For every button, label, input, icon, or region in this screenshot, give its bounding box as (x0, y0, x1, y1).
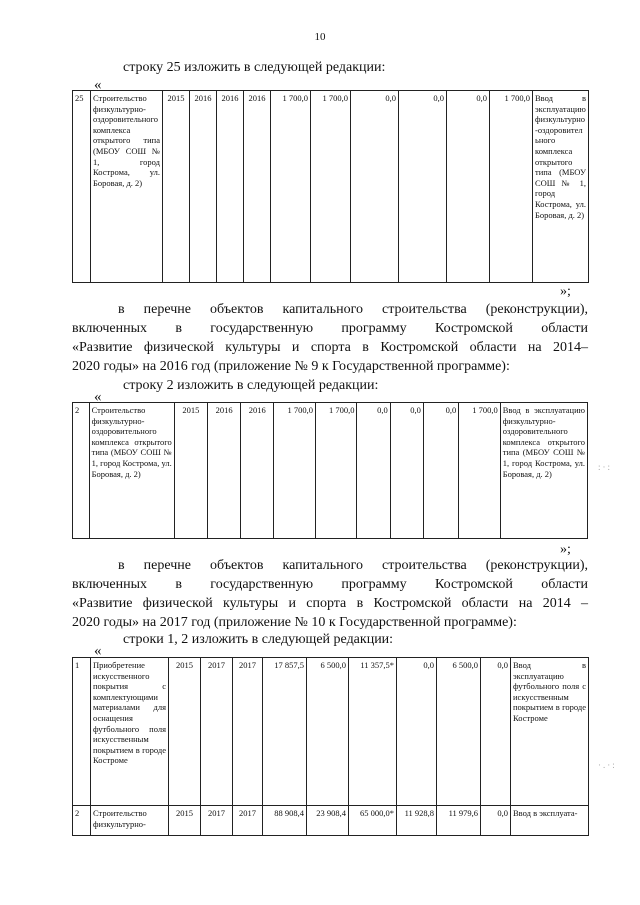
para2-line-2: включенных в государственную программу Костромской области (72, 321, 588, 336)
value-cell: 0,0 (351, 91, 399, 283)
paragraph-rows12-intro: строки 1, 2 изложить в следующей редакции: (123, 632, 394, 647)
table-row-2-2016 (72, 402, 588, 539)
quote-open-1: « (94, 77, 102, 93)
para2-line-3: «Развитие физической культуры и спорта в Костромской области на 2014– (72, 340, 588, 355)
value-cell: 1 700,0 (315, 403, 357, 539)
value-cell: 1 700,0 (274, 403, 316, 539)
paragraph-2016-list (72, 300, 588, 376)
quote-close-1: »; (560, 284, 571, 299)
quote-open-3: « (94, 643, 102, 659)
value-cell: 0,0 (399, 91, 447, 283)
value-cell: 1 700,0 (271, 91, 311, 283)
year-cell: 2017 (233, 658, 263, 806)
page-number: 10 (314, 31, 326, 43)
scan-artifact: :·: (598, 462, 612, 472)
result-note: Ввод в эксплуатацию физкультурно-оздоровительного комплекса открытого типа (МБОУ СОШ № 1, город Кострома, ул. Боровая, д. 2) (500, 403, 587, 539)
value-cell: 0,0 (481, 658, 511, 806)
value-cell: 0,0 (481, 806, 511, 836)
value-cell: 65 000,0* (349, 806, 397, 836)
year-cell: 2016 (207, 403, 240, 539)
table-row (73, 403, 588, 539)
table-rows-1-2-2017 (72, 657, 589, 836)
value-cell: 17 857,5 (263, 658, 307, 806)
result-note: Ввод в эксплуата- (511, 806, 589, 836)
year-cell: 2017 (233, 806, 263, 836)
para4-line-2: включенных в государственную программу Костромской области (72, 577, 588, 592)
row-index: 2 (73, 403, 90, 539)
year-cell: 2016 (217, 91, 244, 283)
table-row (73, 658, 589, 806)
value-cell: 23 908,4 (307, 806, 349, 836)
year-cell: 2016 (190, 91, 217, 283)
para2-line-4: 2020 годы» на 2016 год (приложение № 9 к Государственной программе): (72, 359, 510, 374)
result-note: Ввод в эксплуатацию футбольного поля с искусственным покрытием в городе Костроме (511, 658, 589, 806)
year-cell: 2015 (169, 806, 201, 836)
paragraph-row25-intro: строку 25 изложить в следующей редакции: (123, 60, 386, 75)
table-row (73, 806, 589, 836)
object-name: Строительство физкультурно-оздоровительного комплекса открытого типа (МБОУ СОШ № 1, город Кострома, ул. Боровая, д. 2) (89, 403, 174, 539)
value-cell: 11 979,6 (437, 806, 481, 836)
quote-close-2: »; (560, 542, 571, 557)
value-cell: 1 700,0 (459, 403, 501, 539)
value-cell: 0,0 (447, 91, 490, 283)
value-cell: 1 700,0 (311, 91, 351, 283)
table-row-25 (72, 90, 589, 283)
value-cell: 0,0 (390, 403, 423, 539)
year-cell: 2015 (163, 91, 190, 283)
paragraph-2017-list (72, 556, 588, 632)
row-index: 25 (73, 91, 91, 283)
scan-artifact: ·.·: (598, 760, 617, 770)
year-cell: 2017 (201, 658, 233, 806)
value-cell: 0,0 (423, 403, 458, 539)
para4-line-1: в перечне объектов капитального строительства (реконструкции), (118, 558, 588, 573)
year-cell: 2015 (174, 403, 207, 539)
value-cell: 11 928,8 (397, 806, 437, 836)
para4-line-3: «Развитие физической культуры и спорта в Костромской области на 2014 – (72, 596, 588, 611)
table-row (73, 91, 589, 283)
value-cell: 88 908,4 (263, 806, 307, 836)
value-cell: 11 357,5* (349, 658, 397, 806)
para2-line-1: в перечне объектов капитального строительства (реконструкции), (118, 302, 588, 317)
value-cell: 6 500,0 (437, 658, 481, 806)
object-name: Приобретение искусственного покрытия с комплектующими материалами для оснащения футбольного поля искусственным покрытием в городе Костроме (91, 658, 169, 806)
result-note: Ввод в эксплуатацию физкультурно-оздоровительного комплекса открытого типа (МБОУ СОШ № 1, город Кострома, ул. Боровая, д. 2) (533, 91, 589, 283)
row-index: 1 (73, 658, 91, 806)
year-cell: 2016 (244, 91, 271, 283)
object-name: Строительство физкультурно-оздоровительного комплекса открытого типа (МБОУ СОШ № 1, город Кострома, ул. Боровая, д. 2) (91, 91, 163, 283)
year-cell: 2017 (201, 806, 233, 836)
quote-open-2: « (94, 389, 102, 405)
paragraph-row2-intro: строку 2 изложить в следующей редакции: (123, 378, 379, 393)
para4-line-4: 2020 годы» на 2017 год (приложение № 10 к Государственной программе): (72, 615, 517, 630)
value-cell: 1 700,0 (490, 91, 533, 283)
value-cell: 0,0 (397, 658, 437, 806)
value-cell: 6 500,0 (307, 658, 349, 806)
year-cell: 2015 (169, 658, 201, 806)
object-name: Строительство физкультурно- (91, 806, 169, 836)
value-cell: 0,0 (357, 403, 390, 539)
year-cell: 2016 (241, 403, 274, 539)
row-index: 2 (73, 806, 91, 836)
